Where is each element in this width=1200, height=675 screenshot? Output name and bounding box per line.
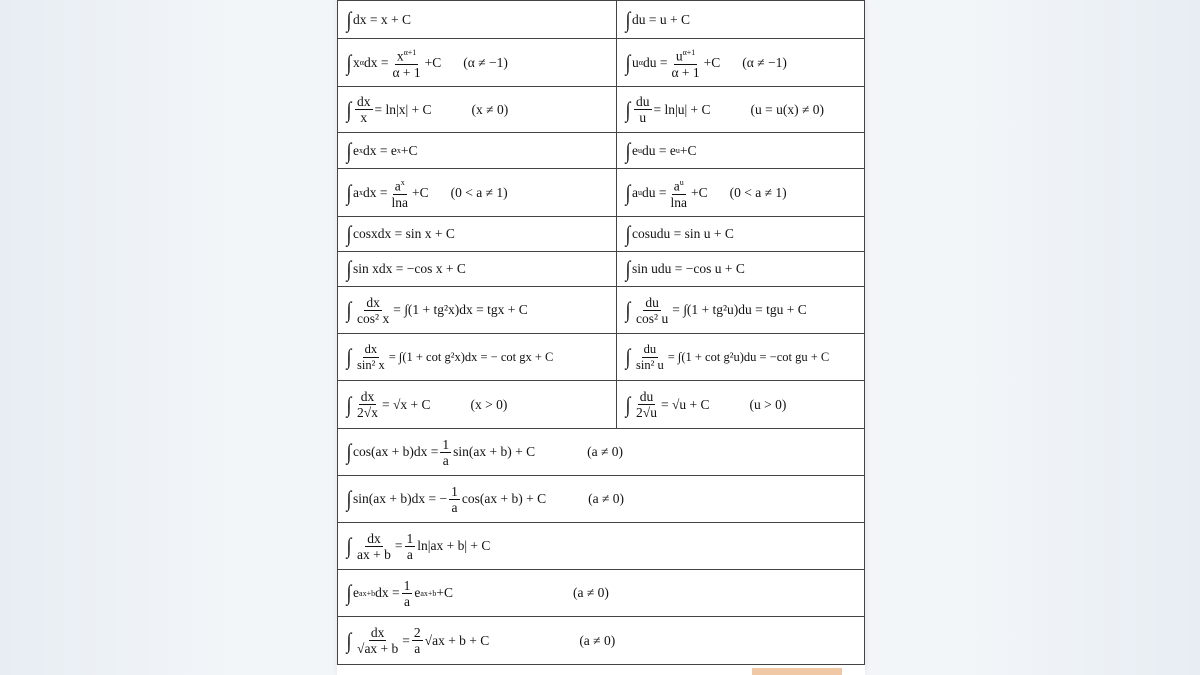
integral-table <box>337 0 865 665</box>
formula-sheet <box>337 0 865 675</box>
table-row: ∫ e ax+b dx = $\frac{1}{a}$ e ax+b +C (a ≠ 0) <box>338 570 865 617</box>
table-row: ∫ sin xdx = −cos x + C ∫ sin udu = −cos u + C <box>338 252 865 287</box>
formula-text: du = u + C <box>632 11 691 27</box>
watermark-logo <box>752 668 842 675</box>
table-row: ∫ cos(ax + b)dx = $\frac{1}{a}$ sin(ax + b) + C (a ≠ 0) <box>338 429 865 476</box>
table-row: ∫ $\frac{dx}{\text{sin² x}}$ = ∫(1 + cot g²x)dx = − cot gx + C ∫ $\frac{du}{\text{sin² u}}$ = ∫(1 + cot g²u)du = −cot gu + C <box>338 334 865 381</box>
table-row: ∫ $\frac{dx}{x}$ = ln|x| + C (x ≠ 0) ∫ $\frac{du}{u}$ = ln|u| + C (u = u(x) ≠ 0) <box>338 87 865 133</box>
table-row: ∫ e x dx = e x +C ∫ e u du = e u +C <box>338 133 865 169</box>
table-row: ∫ a x dx = $\frac{a^x}{\ln a}$ +C (0 < a ≠ 1) ∫ a u du = $\frac{a^u}{\ln a}$ +C (0 < a ≠ 1) <box>338 169 865 217</box>
formula-text: dx = x + C <box>353 11 412 27</box>
table-row: ∫ cosxdx = sin x + C ∫ cosudu = sin u + C <box>338 217 865 252</box>
table-row: ∫ sin(ax + b)dx = − $\frac{1}{a}$ cos(ax + b) + C (a ≠ 0) <box>338 476 865 523</box>
table-row: ∫ $\frac{dx}{2√x}$ = √x + C (x > 0) ∫ $\frac{du}{2√u}$ = √u + C (u > 0) <box>338 381 865 429</box>
table-row: ∫ dx = x + C ∫ du = u + C <box>338 1 865 39</box>
table-row: ∫ $\frac{dx}{\text{cos² x}}$ = ∫(1 + tg²x)dx = tgx + C ∫ $\frac{du}{\text{cos² u}}$ = ∫(1 + tg²u)du = tgu + C <box>338 287 865 334</box>
table-row: ∫ x α dx = $\frac{x^{\alpha+1}}{\alpha + 1}$ +C (α ≠ −1) ∫ u α du = $\frac{u^{\alpha+1}}{\alpha + 1}$ +C (α ≠ −1) <box>338 39 865 87</box>
table-row: ∫ $\frac{dx}{ax + b}$ = $\frac{1}{a}$ ln|ax + b| + C <box>338 523 865 570</box>
table-row: ∫ $\frac{dx}{√ax + b}$ = $\frac{2}{a}$ √ax + b + C (a ≠ 0) <box>338 617 865 665</box>
